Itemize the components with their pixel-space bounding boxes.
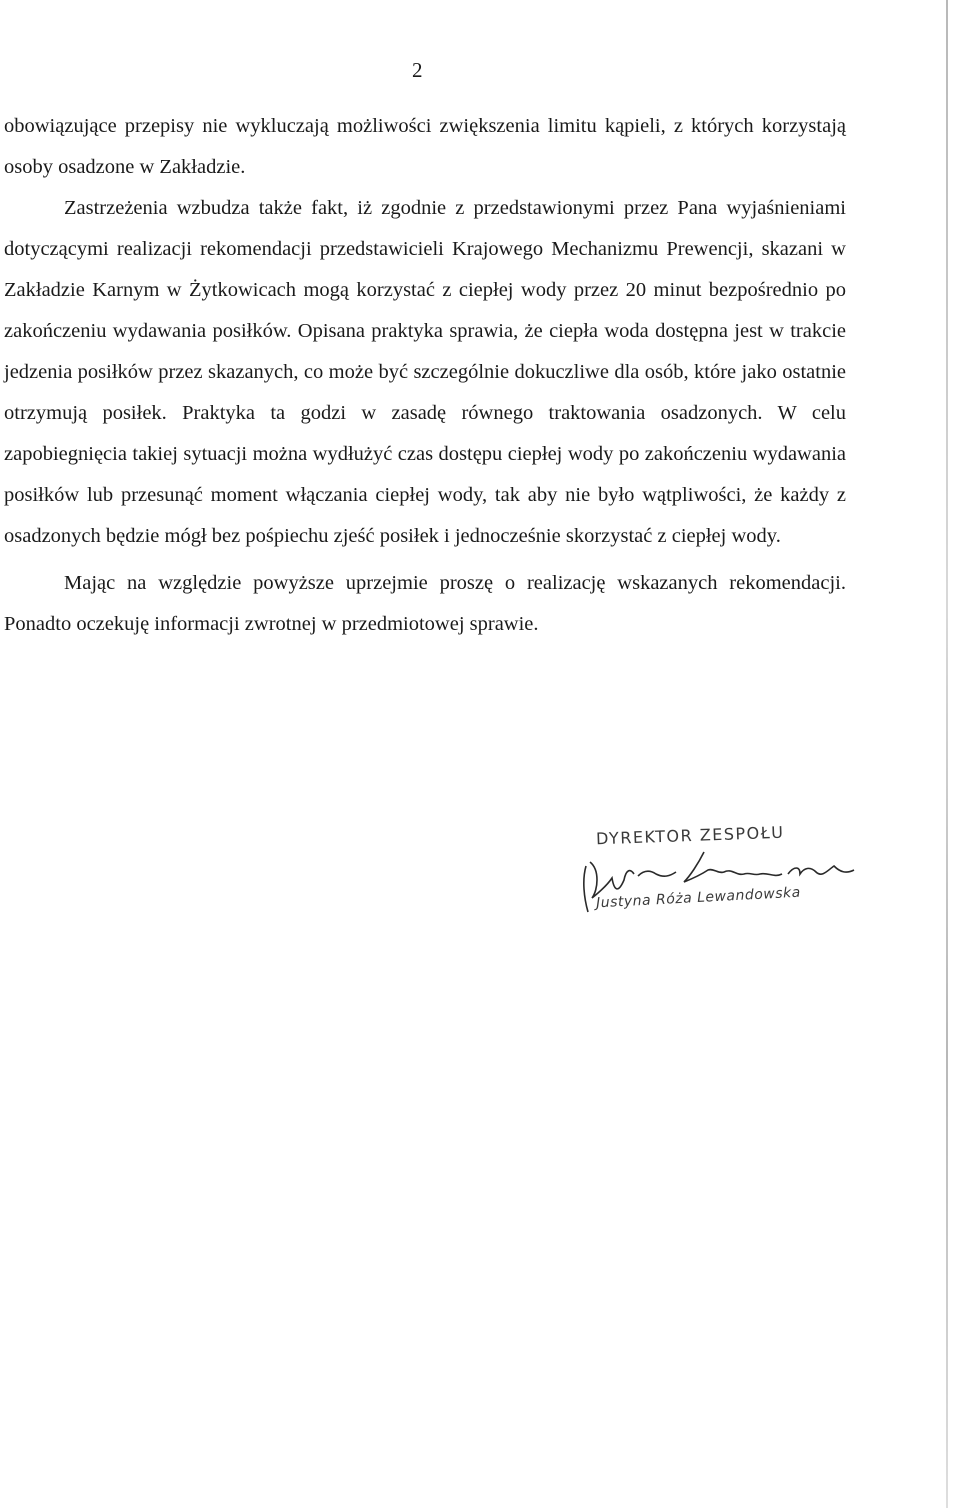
scan-edge-line: [946, 0, 948, 1508]
stamp-title: DYREKTOR ZESPOŁU: [595, 822, 785, 849]
paragraph-closing-request: Mając na względzie powyższe uprzejmie proszę o realizację wskazanych rekomendacji. Ponadto oczekuję informacji zwrotnej w przedmiotowej sprawie.: [4, 572, 846, 635]
paragraph-continuation: obowiązujące przepisy nie wykluczają możliwości zwiększenia limitu kąpieli, z których korzystają osoby osadzone w Zakładzie.: [4, 115, 846, 178]
page-number: 2: [412, 58, 423, 82]
stamp-signatory-name: Justyna Róża Lewandowska: [595, 884, 802, 912]
letter-body: [4, 106, 846, 645]
director-stamp: [578, 822, 848, 926]
paragraph-hot-water-concern: Zastrzeżenia wzbudza także fakt, iż zgodnie z przedstawionymi przez Pana wyjaśnieniami dotyczącymi realizacji rekomendacji przedstawicieli Krajowego Mechanizmu Prewencji, skazani w Zakładzie Karnym w Żytkowicach mogą korzystać z ciepłej wody przez 20 minut bezpośrednio po zakończeniu wydawania posiłków. Opisana praktyka sprawia, że ciepła woda dostępna jest w trakcie jedzenia posiłków przez skazanych, co może być szczególnie dokuczliwe dla osób, które jako ostatnie otrzymują posiłek. Praktyka ta godzi w zasadę równego traktowania osadzonych. W celu zapobiegnięcia takiej sytuacji można wydłużyć czas dostępu ciepłej wody po zakończeniu wydawania posiłków lub przesunąć moment włączania ciepłej wody, tak aby nie było wątpliwości, że każdy z osadzonych będzie mógł bez pośpiechu zjeść posiłek i jednocześnie skorzystać z ciepłej wody.: [4, 197, 846, 547]
